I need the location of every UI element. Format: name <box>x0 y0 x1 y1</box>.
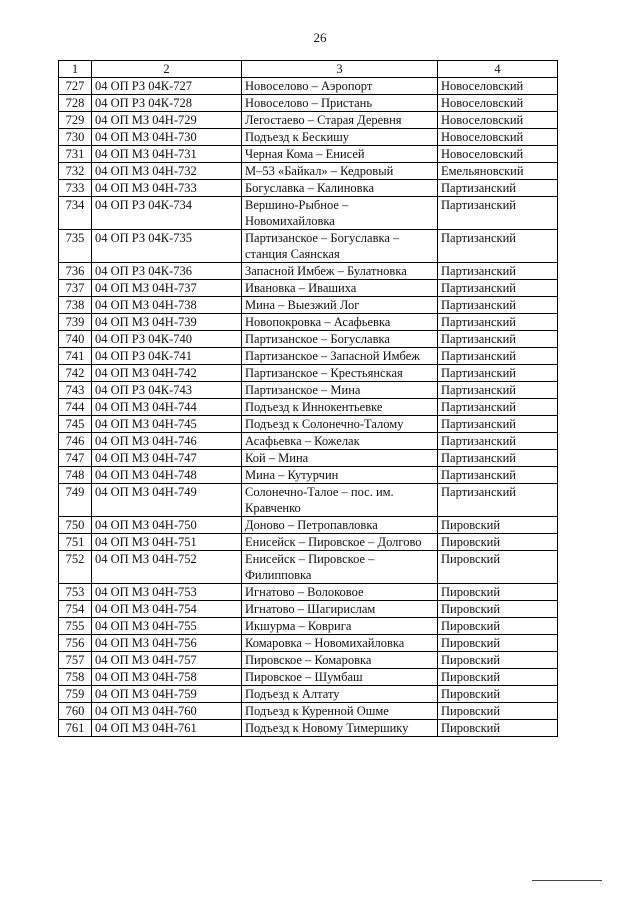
district: Партизанский <box>438 263 558 280</box>
row-number: 742 <box>59 365 92 382</box>
row-number: 754 <box>59 601 92 618</box>
table-row <box>59 197 558 230</box>
row-number: 741 <box>59 348 92 365</box>
district: Партизанский <box>438 382 558 399</box>
row-number: 729 <box>59 112 92 129</box>
road-code: 04 ОП РЗ 04К-740 <box>92 331 242 348</box>
road-name: Икшурма – Коврига <box>242 618 438 635</box>
page-edge-mark <box>532 880 602 881</box>
table-row <box>59 314 558 331</box>
table-row <box>59 263 558 280</box>
table-row <box>59 112 558 129</box>
row-number: 736 <box>59 263 92 280</box>
district: Партизанский <box>438 416 558 433</box>
road-code: 04 ОП МЗ 04Н-750 <box>92 517 242 534</box>
row-number: 757 <box>59 652 92 669</box>
table-row <box>59 584 558 601</box>
road-code: 04 ОП РЗ 04К-727 <box>92 78 242 95</box>
road-code: 04 ОП МЗ 04Н-755 <box>92 618 242 635</box>
row-number: 728 <box>59 95 92 112</box>
road-code: 04 ОП МЗ 04Н-732 <box>92 163 242 180</box>
district: Пировский <box>438 686 558 703</box>
roads-table <box>58 60 558 737</box>
table-row <box>59 635 558 652</box>
road-code: 04 ОП МЗ 04Н-742 <box>92 365 242 382</box>
road-name: Енисейск – Пировское – Филипповка <box>242 551 438 584</box>
row-number: 737 <box>59 280 92 297</box>
road-name: Подъезд к Бескишу <box>242 129 438 146</box>
road-code: 04 ОП РЗ 04К-736 <box>92 263 242 280</box>
district: Пировский <box>438 551 558 584</box>
district: Пировский <box>438 669 558 686</box>
road-name: Подъезд к Солонечно-Талому <box>242 416 438 433</box>
district: Партизанский <box>438 230 558 263</box>
header-col-1: 1 <box>59 61 92 78</box>
row-number: 738 <box>59 297 92 314</box>
district: Партизанский <box>438 180 558 197</box>
header-col-4: 4 <box>438 61 558 78</box>
district: Емельяновский <box>438 163 558 180</box>
table-row <box>59 416 558 433</box>
road-name: Доново – Петропавловка <box>242 517 438 534</box>
row-number: 746 <box>59 433 92 450</box>
row-number: 745 <box>59 416 92 433</box>
table-row <box>59 382 558 399</box>
row-number: 732 <box>59 163 92 180</box>
district: Партизанский <box>438 197 558 230</box>
table-row <box>59 399 558 416</box>
road-code: 04 ОП МЗ 04Н-759 <box>92 686 242 703</box>
row-number: 730 <box>59 129 92 146</box>
row-number: 759 <box>59 686 92 703</box>
road-code: 04 ОП РЗ 04К-741 <box>92 348 242 365</box>
road-name: Комаровка – Новомихайловка <box>242 635 438 652</box>
road-name: Партизанское – Богуславка – станция Саянская <box>242 230 438 263</box>
row-number: 749 <box>59 484 92 517</box>
table-row <box>59 720 558 737</box>
road-name: Ивановка – Ивашиха <box>242 280 438 297</box>
table-row <box>59 467 558 484</box>
road-name: Игнатово – Шагирислам <box>242 601 438 618</box>
row-number: 735 <box>59 230 92 263</box>
road-name: Партизанское – Запасной Имбеж <box>242 348 438 365</box>
row-number: 744 <box>59 399 92 416</box>
road-name: Мина – Кутурчин <box>242 467 438 484</box>
district: Партизанский <box>438 297 558 314</box>
header-col-2: 2 <box>92 61 242 78</box>
row-number: 758 <box>59 669 92 686</box>
row-number: 755 <box>59 618 92 635</box>
row-number: 751 <box>59 534 92 551</box>
district: Новоселовский <box>438 95 558 112</box>
road-name: Партизанское – Крестьянская <box>242 365 438 382</box>
page-number: 26 <box>313 30 327 45</box>
row-number: 756 <box>59 635 92 652</box>
road-name: Игнатово – Волоковое <box>242 584 438 601</box>
road-code: 04 ОП МЗ 04Н-739 <box>92 314 242 331</box>
table-row <box>59 669 558 686</box>
road-code: 04 ОП МЗ 04Н-748 <box>92 467 242 484</box>
district: Новоселовский <box>438 112 558 129</box>
road-name: Подъезд к Иннокентьевке <box>242 399 438 416</box>
district: Партизанский <box>438 314 558 331</box>
row-number: 753 <box>59 584 92 601</box>
road-name: Черная Кома – Енисей <box>242 146 438 163</box>
road-name: Солонечно-Талое – пос. им. Кравченко <box>242 484 438 517</box>
table-row <box>59 433 558 450</box>
road-code: 04 ОП МЗ 04Н-756 <box>92 635 242 652</box>
road-name: Кой – Мина <box>242 450 438 467</box>
road-name: Запасной Имбеж – Булатновка <box>242 263 438 280</box>
table-row <box>59 95 558 112</box>
district: Пировский <box>438 618 558 635</box>
table-row <box>59 280 558 297</box>
road-name: Мина – Выезжий Лог <box>242 297 438 314</box>
district: Новоселовский <box>438 146 558 163</box>
road-name: Новоселово – Пристань <box>242 95 438 112</box>
road-name: Новоселово – Аэропорт <box>242 78 438 95</box>
road-code: 04 ОП РЗ 04К-743 <box>92 382 242 399</box>
road-code: 04 ОП МЗ 04Н-733 <box>92 180 242 197</box>
district: Пировский <box>438 534 558 551</box>
road-code: 04 ОП РЗ 04К-735 <box>92 230 242 263</box>
table-row <box>59 146 558 163</box>
road-code: 04 ОП МЗ 04Н-744 <box>92 399 242 416</box>
row-number: 733 <box>59 180 92 197</box>
table-row <box>59 534 558 551</box>
district: Новоселовский <box>438 78 558 95</box>
district: Пировский <box>438 703 558 720</box>
row-number: 747 <box>59 450 92 467</box>
road-code: 04 ОП МЗ 04Н-745 <box>92 416 242 433</box>
district: Пировский <box>438 635 558 652</box>
road-code: 04 ОП МЗ 04Н-761 <box>92 720 242 737</box>
table-row <box>59 365 558 382</box>
row-number: 740 <box>59 331 92 348</box>
row-number: 734 <box>59 197 92 230</box>
district: Партизанский <box>438 280 558 297</box>
table-row <box>59 517 558 534</box>
road-code: 04 ОП РЗ 04К-734 <box>92 197 242 230</box>
table-row <box>59 484 558 517</box>
road-code: 04 ОП МЗ 04Н-753 <box>92 584 242 601</box>
district: Пировский <box>438 517 558 534</box>
district: Партизанский <box>438 484 558 517</box>
road-code: 04 ОП МЗ 04Н-738 <box>92 297 242 314</box>
row-number: 743 <box>59 382 92 399</box>
table-row <box>59 703 558 720</box>
road-code: 04 ОП МЗ 04Н-749 <box>92 484 242 517</box>
road-name: Партизанское – Мина <box>242 382 438 399</box>
table-header-row <box>59 61 558 78</box>
table-row <box>59 450 558 467</box>
district: Новоселовский <box>438 129 558 146</box>
road-code: 04 ОП МЗ 04Н-731 <box>92 146 242 163</box>
road-name: М–53 «Байкал» – Кедровый <box>242 163 438 180</box>
row-number: 761 <box>59 720 92 737</box>
district: Пировский <box>438 584 558 601</box>
table-row <box>59 163 558 180</box>
road-code: 04 ОП МЗ 04Н-751 <box>92 534 242 551</box>
header-col-3: 3 <box>242 61 438 78</box>
road-name: Пировское – Комаровка <box>242 652 438 669</box>
district: Пировский <box>438 601 558 618</box>
road-name: Богуславка – Калиновка <box>242 180 438 197</box>
road-name: Вершино-Рыбное – Новомихайловка <box>242 197 438 230</box>
district: Партизанский <box>438 399 558 416</box>
road-name: Легостаево – Старая Деревня <box>242 112 438 129</box>
road-name: Енисейск – Пировское – Долгово <box>242 534 438 551</box>
road-name: Подъезд к Куренной Ошме <box>242 703 438 720</box>
road-code: 04 ОП МЗ 04Н-747 <box>92 450 242 467</box>
row-number: 748 <box>59 467 92 484</box>
table-row <box>59 618 558 635</box>
road-code: 04 ОП МЗ 04Н-737 <box>92 280 242 297</box>
table-row <box>59 180 558 197</box>
table-row <box>59 652 558 669</box>
road-code: 04 ОП МЗ 04Н-729 <box>92 112 242 129</box>
district: Пировский <box>438 652 558 669</box>
table-row <box>59 348 558 365</box>
district: Пировский <box>438 720 558 737</box>
road-name: Подъезд к Новому Тимершику <box>242 720 438 737</box>
road-code: 04 ОП МЗ 04Н-746 <box>92 433 242 450</box>
district: Партизанский <box>438 348 558 365</box>
road-code: 04 ОП РЗ 04К-728 <box>92 95 242 112</box>
district: Партизанский <box>438 467 558 484</box>
road-code: 04 ОП МЗ 04Н-758 <box>92 669 242 686</box>
row-number: 739 <box>59 314 92 331</box>
road-name: Подъезд к Алтату <box>242 686 438 703</box>
road-code: 04 ОП МЗ 04Н-730 <box>92 129 242 146</box>
district: Партизанский <box>438 331 558 348</box>
road-code: 04 ОП МЗ 04Н-760 <box>92 703 242 720</box>
row-number: 752 <box>59 551 92 584</box>
district: Партизанский <box>438 365 558 382</box>
road-code: 04 ОП МЗ 04Н-752 <box>92 551 242 584</box>
district: Партизанский <box>438 433 558 450</box>
table-row <box>59 331 558 348</box>
table-row <box>59 78 558 95</box>
road-name: Асафьевка – Кожелак <box>242 433 438 450</box>
table-row <box>59 601 558 618</box>
road-name: Пировское – Шумбаш <box>242 669 438 686</box>
row-number: 750 <box>59 517 92 534</box>
row-number: 727 <box>59 78 92 95</box>
table-row <box>59 129 558 146</box>
district: Партизанский <box>438 450 558 467</box>
table-row <box>59 230 558 263</box>
table-row <box>59 686 558 703</box>
table-row <box>59 551 558 584</box>
road-name: Новопокровка – Асафьевка <box>242 314 438 331</box>
row-number: 760 <box>59 703 92 720</box>
road-code: 04 ОП МЗ 04Н-754 <box>92 601 242 618</box>
road-code: 04 ОП МЗ 04Н-757 <box>92 652 242 669</box>
row-number: 731 <box>59 146 92 163</box>
table-row <box>59 297 558 314</box>
road-name: Партизанское – Богуславка <box>242 331 438 348</box>
table-body <box>59 61 558 737</box>
